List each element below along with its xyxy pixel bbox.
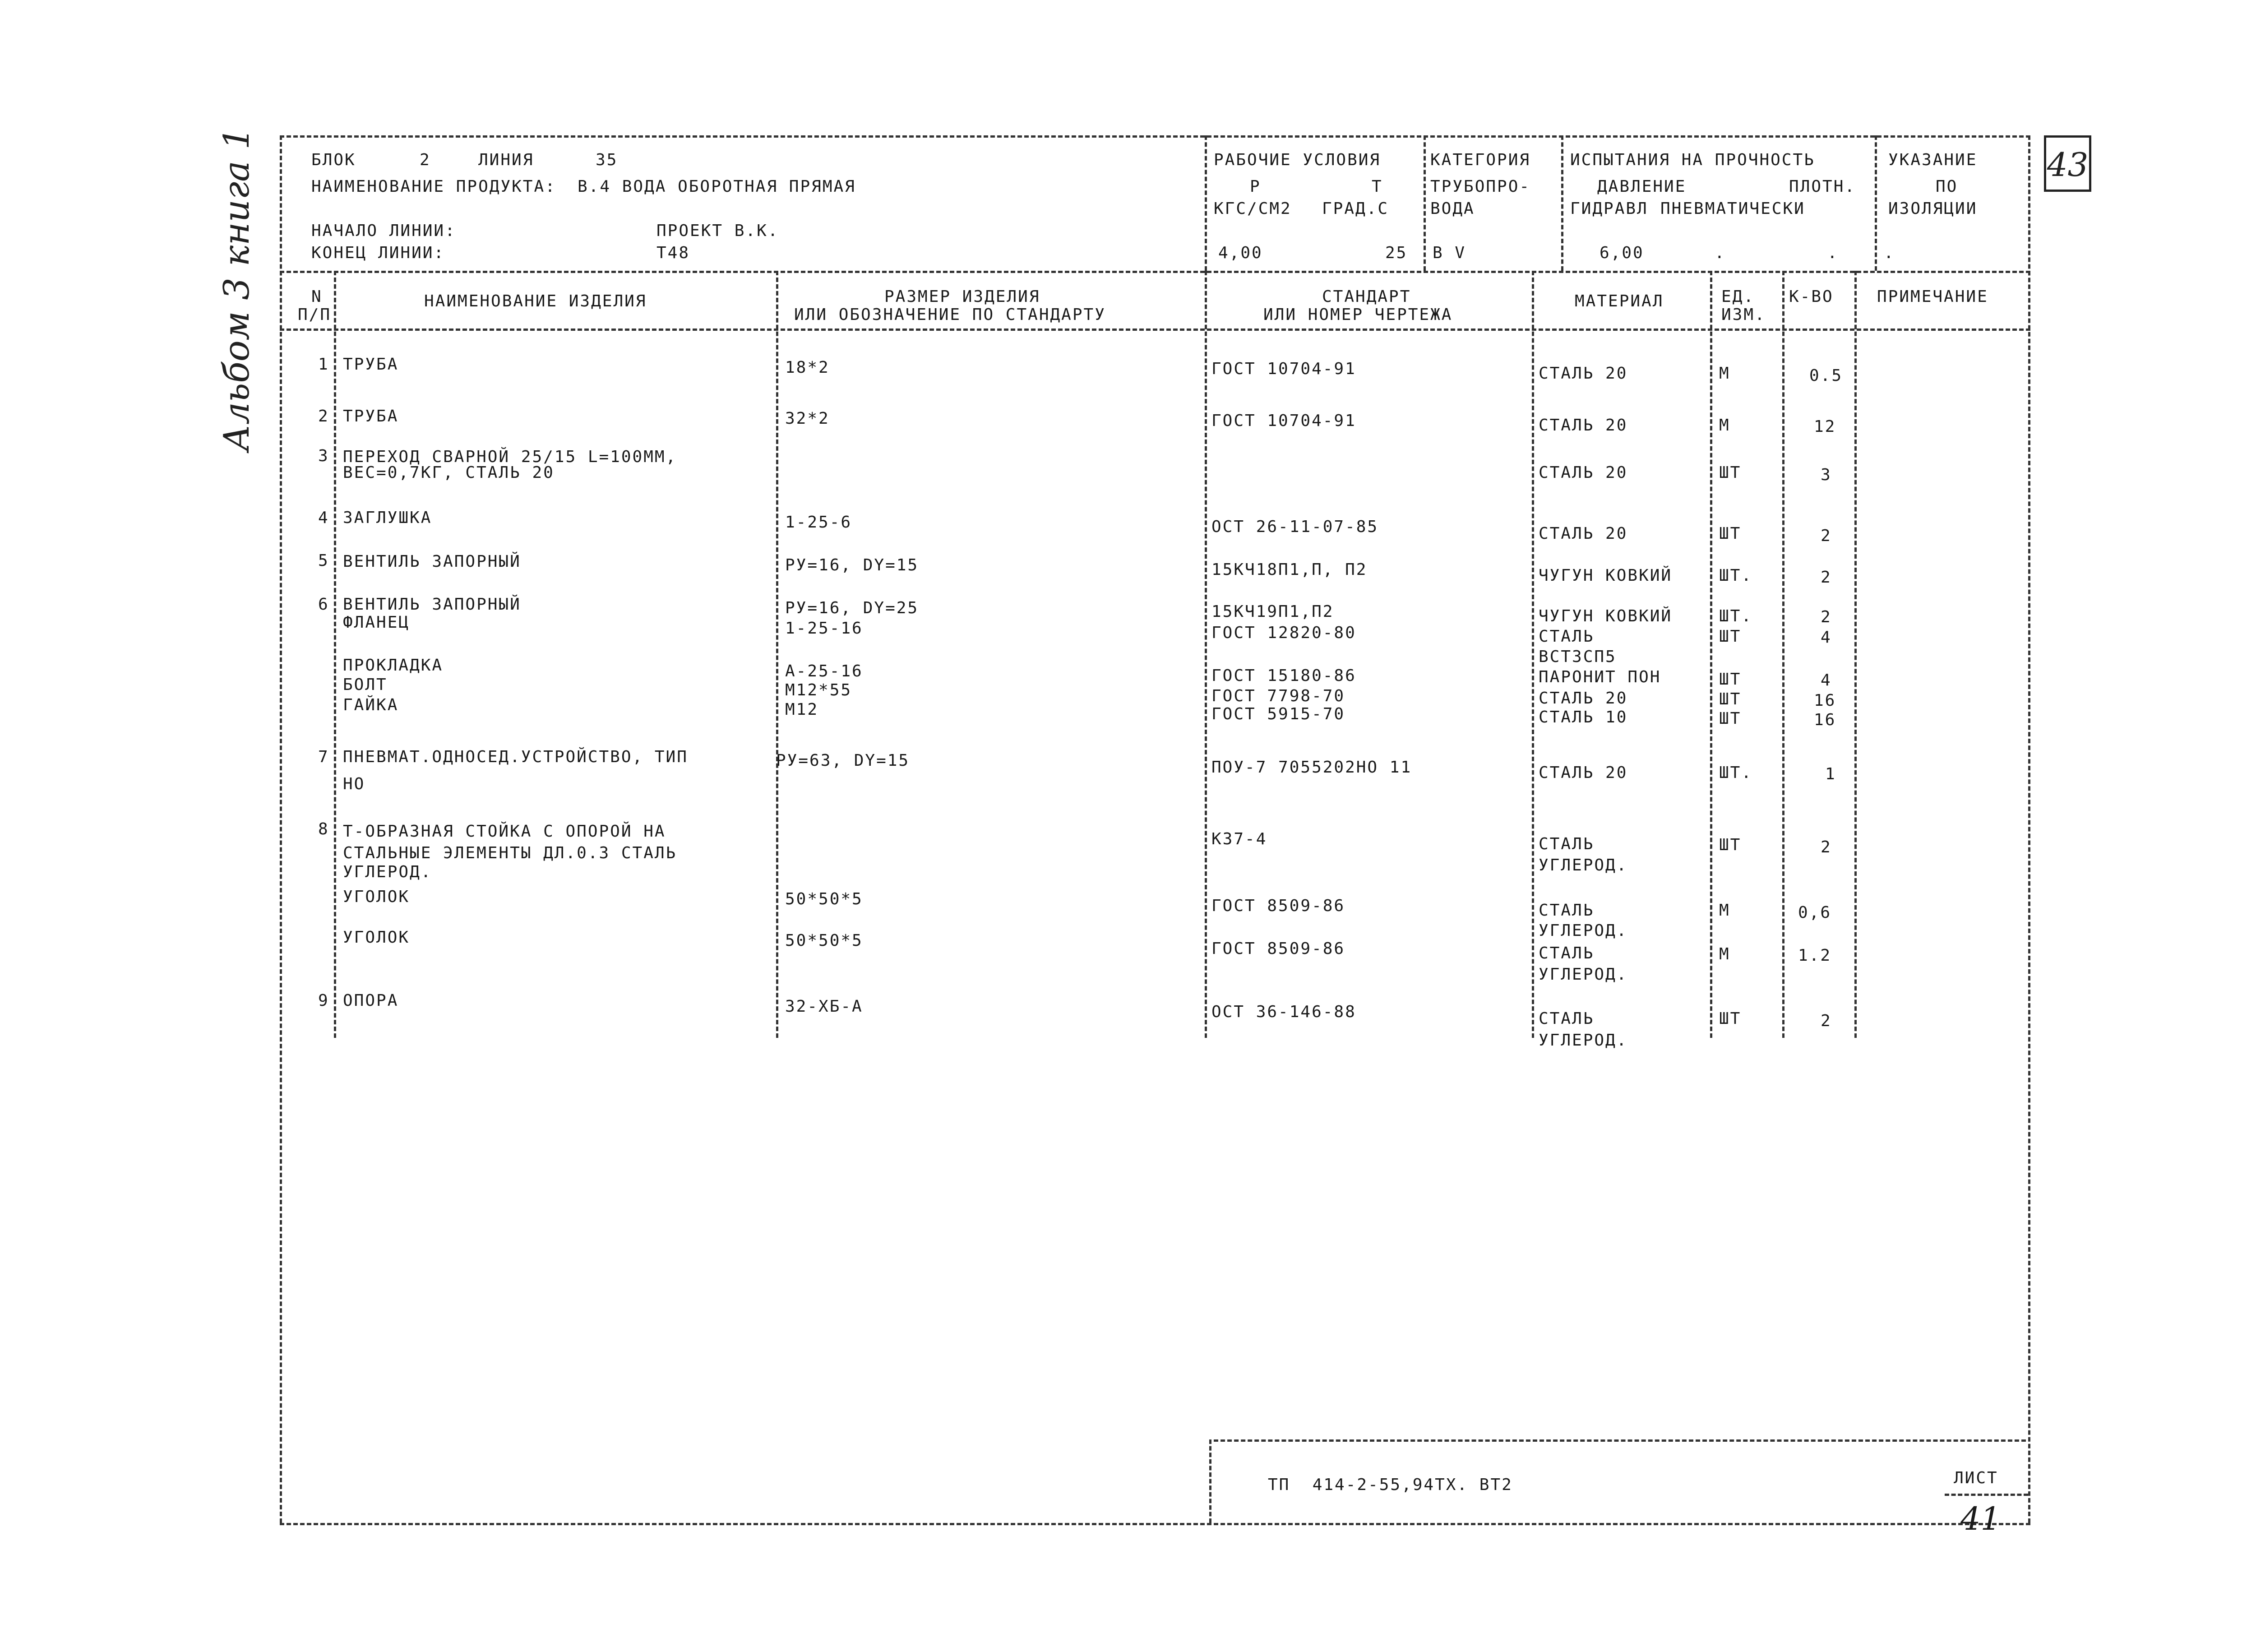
row-unit: М [1719, 901, 1730, 920]
row-standard: ГОСТ 10704-91 [1211, 360, 1356, 378]
insulation-title-2: ПО [1936, 177, 1958, 196]
row-num: 2 [318, 407, 329, 426]
row-qty: 0,6 [1798, 903, 1832, 922]
row-material: ЧУГУН КОВКИЙ [1539, 566, 1673, 585]
block-value: 2 [420, 151, 431, 169]
row-material: СТАЛЬ 10 [1539, 708, 1628, 727]
block-label: БЛОК [311, 151, 356, 169]
col-qty: К-ВО [1789, 287, 1834, 306]
stamp-sheet-number: 41 [1960, 1500, 2001, 1537]
header-split-category [1424, 135, 1426, 271]
row-qty: 16 [1814, 711, 1836, 729]
row-qty: 0.5 [1809, 366, 1843, 385]
row-unit: М [1719, 416, 1730, 435]
row-material: СТАЛЬ 20 [1539, 463, 1628, 482]
stamp-doc-code: ТП 414-2-55,94ТХ. ВТ2 [1268, 1476, 1513, 1494]
row-material: УГЛЕРОД. [1539, 1031, 1628, 1050]
stamp-sheet-divider [1945, 1494, 2028, 1496]
row-num: 5 [318, 551, 329, 570]
row-unit: ШТ. [1719, 566, 1753, 585]
value-pneumatic: . [1715, 244, 1726, 262]
row-qty: 12 [1814, 417, 1836, 436]
col-name: НАИМЕНОВАНИЕ ИЗДЕЛИЯ [424, 292, 647, 310]
line-start-value: ПРОЕКТ В.К. [656, 222, 779, 240]
row-size: М12 [785, 700, 819, 719]
row-size: РУ=63, DY=15 [776, 751, 910, 770]
row-num: 3 [318, 447, 329, 465]
col-num-1: N [311, 287, 323, 306]
row-standard: 15КЧ18П1,П, П2 [1211, 560, 1368, 579]
row-unit: М [1719, 364, 1730, 383]
row-name: ОПОРА [343, 991, 399, 1010]
row-name: БОЛТ [343, 676, 388, 694]
row-size: М12*55 [785, 681, 852, 699]
line-label: ЛИНИЯ [478, 151, 534, 169]
product-value: В.4 ВОДА ОБОРОТНАЯ ПРЯМАЯ [578, 177, 856, 196]
row-qty: 2 [1821, 568, 1832, 587]
row-name: ТРУБА [343, 407, 399, 426]
value-temperature: 25 [1385, 244, 1408, 262]
row-unit: ШТ. [1719, 764, 1753, 782]
col-unit-1: ЕД. [1721, 287, 1755, 306]
value-hydraulic: 6,00 [1600, 244, 1644, 262]
tests-title: ИСПЫТАНИЯ НА ПРОЧНОСТЬ [1570, 151, 1815, 169]
col-split-name [776, 271, 778, 1038]
row-size: А-25-16 [785, 662, 863, 680]
row-standard: 15КЧ19П1,П2 [1211, 602, 1334, 621]
row-name: ПЕРЕХОД СВАРНОЙ 25/15 L=100ММ, [343, 448, 677, 466]
frame-right-line [2028, 135, 2030, 1523]
row-standard: ГОСТ 8509-86 [1211, 897, 1345, 915]
category-title-1: КАТЕГОРИЯ [1430, 151, 1531, 169]
tests-hydraulic: ГИДРАВЛ [1570, 199, 1648, 218]
stamp-left-line [1209, 1439, 1211, 1523]
insulation-title-3: ИЗОЛЯЦИИ [1888, 199, 1978, 218]
row-size: 1-25-6 [785, 513, 852, 532]
row-standard: К37-4 [1211, 830, 1267, 848]
row-num: 6 [318, 595, 329, 614]
col-size-2: ИЛИ ОБОЗНАЧЕНИЕ ПО СТАНДАРТУ [794, 305, 1106, 324]
row-material: СТАЛЬ 20 [1539, 689, 1628, 708]
row-material: ВСТ3СП5 [1539, 648, 1617, 666]
col-std-1: СТАНДАРТ [1322, 287, 1411, 306]
row-material: СТАЛЬ [1539, 901, 1595, 920]
row-standard: ГОСТ 8509-86 [1211, 939, 1345, 958]
row-qty: 4 [1821, 671, 1832, 689]
tests-density: ПЛОТН. [1789, 177, 1856, 196]
row-name: ГАЙКА [343, 696, 399, 714]
row-qty: 4 [1821, 628, 1832, 647]
header-split-tests [1561, 135, 1563, 271]
line-value: 35 [596, 151, 618, 169]
row-material: СТАЛЬ 20 [1539, 764, 1628, 782]
row-name: НО [343, 775, 365, 793]
row-standard: ГОСТ 5915-70 [1211, 705, 1345, 723]
col-material: МАТЕРИАЛ [1575, 292, 1664, 310]
row-size: 32*2 [785, 409, 830, 428]
col-unit-2: ИЗМ. [1721, 305, 1766, 324]
category-title-3: ВОДА [1430, 199, 1475, 218]
row-standard: ГОСТ 15180-86 [1211, 666, 1356, 685]
row-unit: М [1719, 945, 1730, 963]
row-standard: ГОСТ 10704-91 [1211, 412, 1356, 430]
row-name: ВЕНТИЛЬ ЗАПОРНЫЙ [343, 552, 521, 571]
row-name: УГОЛОК [343, 928, 410, 947]
row-size: 1-25-16 [785, 619, 863, 638]
conditions-t: Т [1372, 177, 1383, 196]
row-qty: 3 [1821, 466, 1832, 484]
row-size: 50*50*5 [785, 890, 863, 908]
row-qty: 2 [1821, 1012, 1832, 1030]
tests-pneumatic: ПНЕВМАТИЧЕСКИ [1660, 199, 1805, 218]
row-material: СТАЛЬ [1539, 944, 1595, 963]
row-material: СТАЛЬ [1539, 627, 1595, 646]
row-name: ТРУБА [343, 355, 399, 374]
row-standard: ГОСТ 12820-80 [1211, 624, 1356, 642]
row-material: СТАЛЬ 20 [1539, 524, 1628, 543]
row-name: ФЛАНЕЦ [343, 613, 410, 632]
row-qty: 2 [1821, 527, 1832, 545]
row-material: УГЛЕРОД. [1539, 921, 1628, 940]
row-material: СТАЛЬ 20 [1539, 416, 1628, 435]
row-standard: ОСТ 26-11-07-85 [1211, 518, 1379, 536]
value-pressure: 4,00 [1218, 244, 1263, 262]
row-qty: 2 [1821, 838, 1832, 856]
row-size: 50*50*5 [785, 931, 863, 950]
row-name: ПРОКЛАДКА [343, 656, 444, 675]
header-split-conditions [1205, 135, 1207, 271]
stamp-sheet-label: ЛИСТ [1954, 1469, 1998, 1487]
conditions-p-unit: КГС/СМ2 [1214, 199, 1292, 218]
col-num-2: П/П [298, 305, 332, 324]
row-material: СТАЛЬ [1539, 835, 1595, 853]
row-num: 1 [318, 355, 329, 374]
row-num: 9 [318, 991, 329, 1010]
album-spine-note: Альбом 3 книга 1 [217, 127, 257, 451]
sheet-number-box: 43 [2044, 135, 2091, 192]
row-unit: ШТ [1719, 463, 1742, 482]
row-standard: ГОСТ 7798-70 [1211, 687, 1345, 705]
col-split-std [1532, 271, 1534, 1038]
row-qty: 16 [1814, 691, 1836, 710]
row-name: Т-ОБРАЗНАЯ СТОЙКА С ОПОРОЙ НА [343, 822, 666, 841]
row-material: СТАЛЬ 20 [1539, 364, 1628, 383]
col-split-num [334, 271, 336, 1038]
col-note: ПРИМЕЧАНИЕ [1877, 287, 1988, 306]
row-unit: ШТ. [1719, 607, 1753, 625]
conditions-p: Р [1250, 177, 1261, 196]
row-size: 32-ХБ-А [785, 997, 863, 1016]
row-size: РУ=16, DY=25 [785, 599, 919, 617]
frame-top-line [280, 135, 2030, 138]
col-split-unit [1782, 271, 1784, 1038]
row-num: 4 [318, 509, 329, 527]
category-title-2: ТРУБОПРО- [1430, 177, 1531, 196]
line-end-label: КОНЕЦ ЛИНИИ: [311, 244, 445, 262]
value-category: В V [1433, 244, 1466, 262]
header-split-insulation [1875, 135, 1877, 271]
row-material: УГЛЕРОД. [1539, 856, 1628, 875]
col-split-qty [1854, 271, 1857, 1038]
insulation-title-1: УКАЗАНИЕ [1888, 151, 1978, 169]
row-unit: ШТ [1719, 836, 1742, 854]
row-name: УГЛЕРОД. [343, 863, 432, 881]
col-std-2: ИЛИ НОМЕР ЧЕРТЕЖА [1263, 305, 1453, 324]
tests-pressure: ДАВЛЕНИЕ [1597, 177, 1687, 196]
col-split-size [1205, 271, 1207, 1038]
row-unit: ШТ [1719, 524, 1742, 543]
row-unit: ШТ [1719, 690, 1742, 708]
row-material: СТАЛЬ [1539, 1009, 1595, 1028]
row-material: ЧУГУН КОВКИЙ [1539, 607, 1673, 625]
row-unit: ШТ [1719, 627, 1742, 646]
row-size: РУ=16, DY=15 [785, 556, 919, 574]
row-qty: 1.2 [1798, 946, 1832, 965]
row-name: ЗАГЛУШКА [343, 509, 432, 527]
frame-left-line [280, 135, 282, 1523]
row-name: ВЕНТИЛЬ ЗАПОРНЫЙ [343, 595, 521, 614]
row-material: ПАРОНИТ ПОН [1539, 668, 1661, 686]
header-divider-line [280, 271, 2030, 273]
row-size: 18*2 [785, 358, 830, 377]
row-standard: ПОУ-7 7055202НО 11 [1211, 758, 1412, 777]
conditions-t-unit: ГРАД.С [1322, 199, 1389, 218]
row-num: 7 [318, 748, 329, 766]
row-qty: 1 [1825, 765, 1836, 783]
line-start-label: НАЧАЛО ЛИНИИ: [311, 222, 456, 240]
product-label: НАИМЕНОВАНИЕ ПРОДУКТА: [311, 177, 556, 196]
row-unit: ШТ [1719, 709, 1742, 728]
row-material: УГЛЕРОД. [1539, 965, 1628, 984]
col-split-mat [1710, 271, 1712, 1038]
row-unit: ШТ [1719, 670, 1742, 689]
row-standard: ОСТ 36-146-88 [1211, 1003, 1356, 1021]
row-name: УГОЛОК [343, 888, 410, 906]
conditions-title: РАБОЧИЕ УСЛОВИЯ [1214, 151, 1381, 169]
row-name: ВЕС=0,7КГ, СТАЛЬ 20 [343, 463, 555, 482]
column-header-divider-line [280, 329, 2030, 331]
col-size-1: РАЗМЕР ИЗДЕЛИЯ [884, 287, 1040, 306]
row-num: 8 [318, 820, 329, 838]
value-insulation: . [1884, 244, 1895, 262]
row-name: ПНЕВМАТ.ОДНОСЕД.УСТРОЙСТВО, ТИП [343, 748, 688, 766]
row-qty: 2 [1821, 608, 1832, 626]
row-name: СТАЛЬНЫЕ ЭЛЕМЕНТЫ ДЛ.0.3 СТАЛЬ [343, 844, 677, 862]
line-end-value: Т48 [656, 244, 690, 262]
value-density: . [1827, 244, 1839, 262]
row-unit: ШТ [1719, 1009, 1742, 1028]
